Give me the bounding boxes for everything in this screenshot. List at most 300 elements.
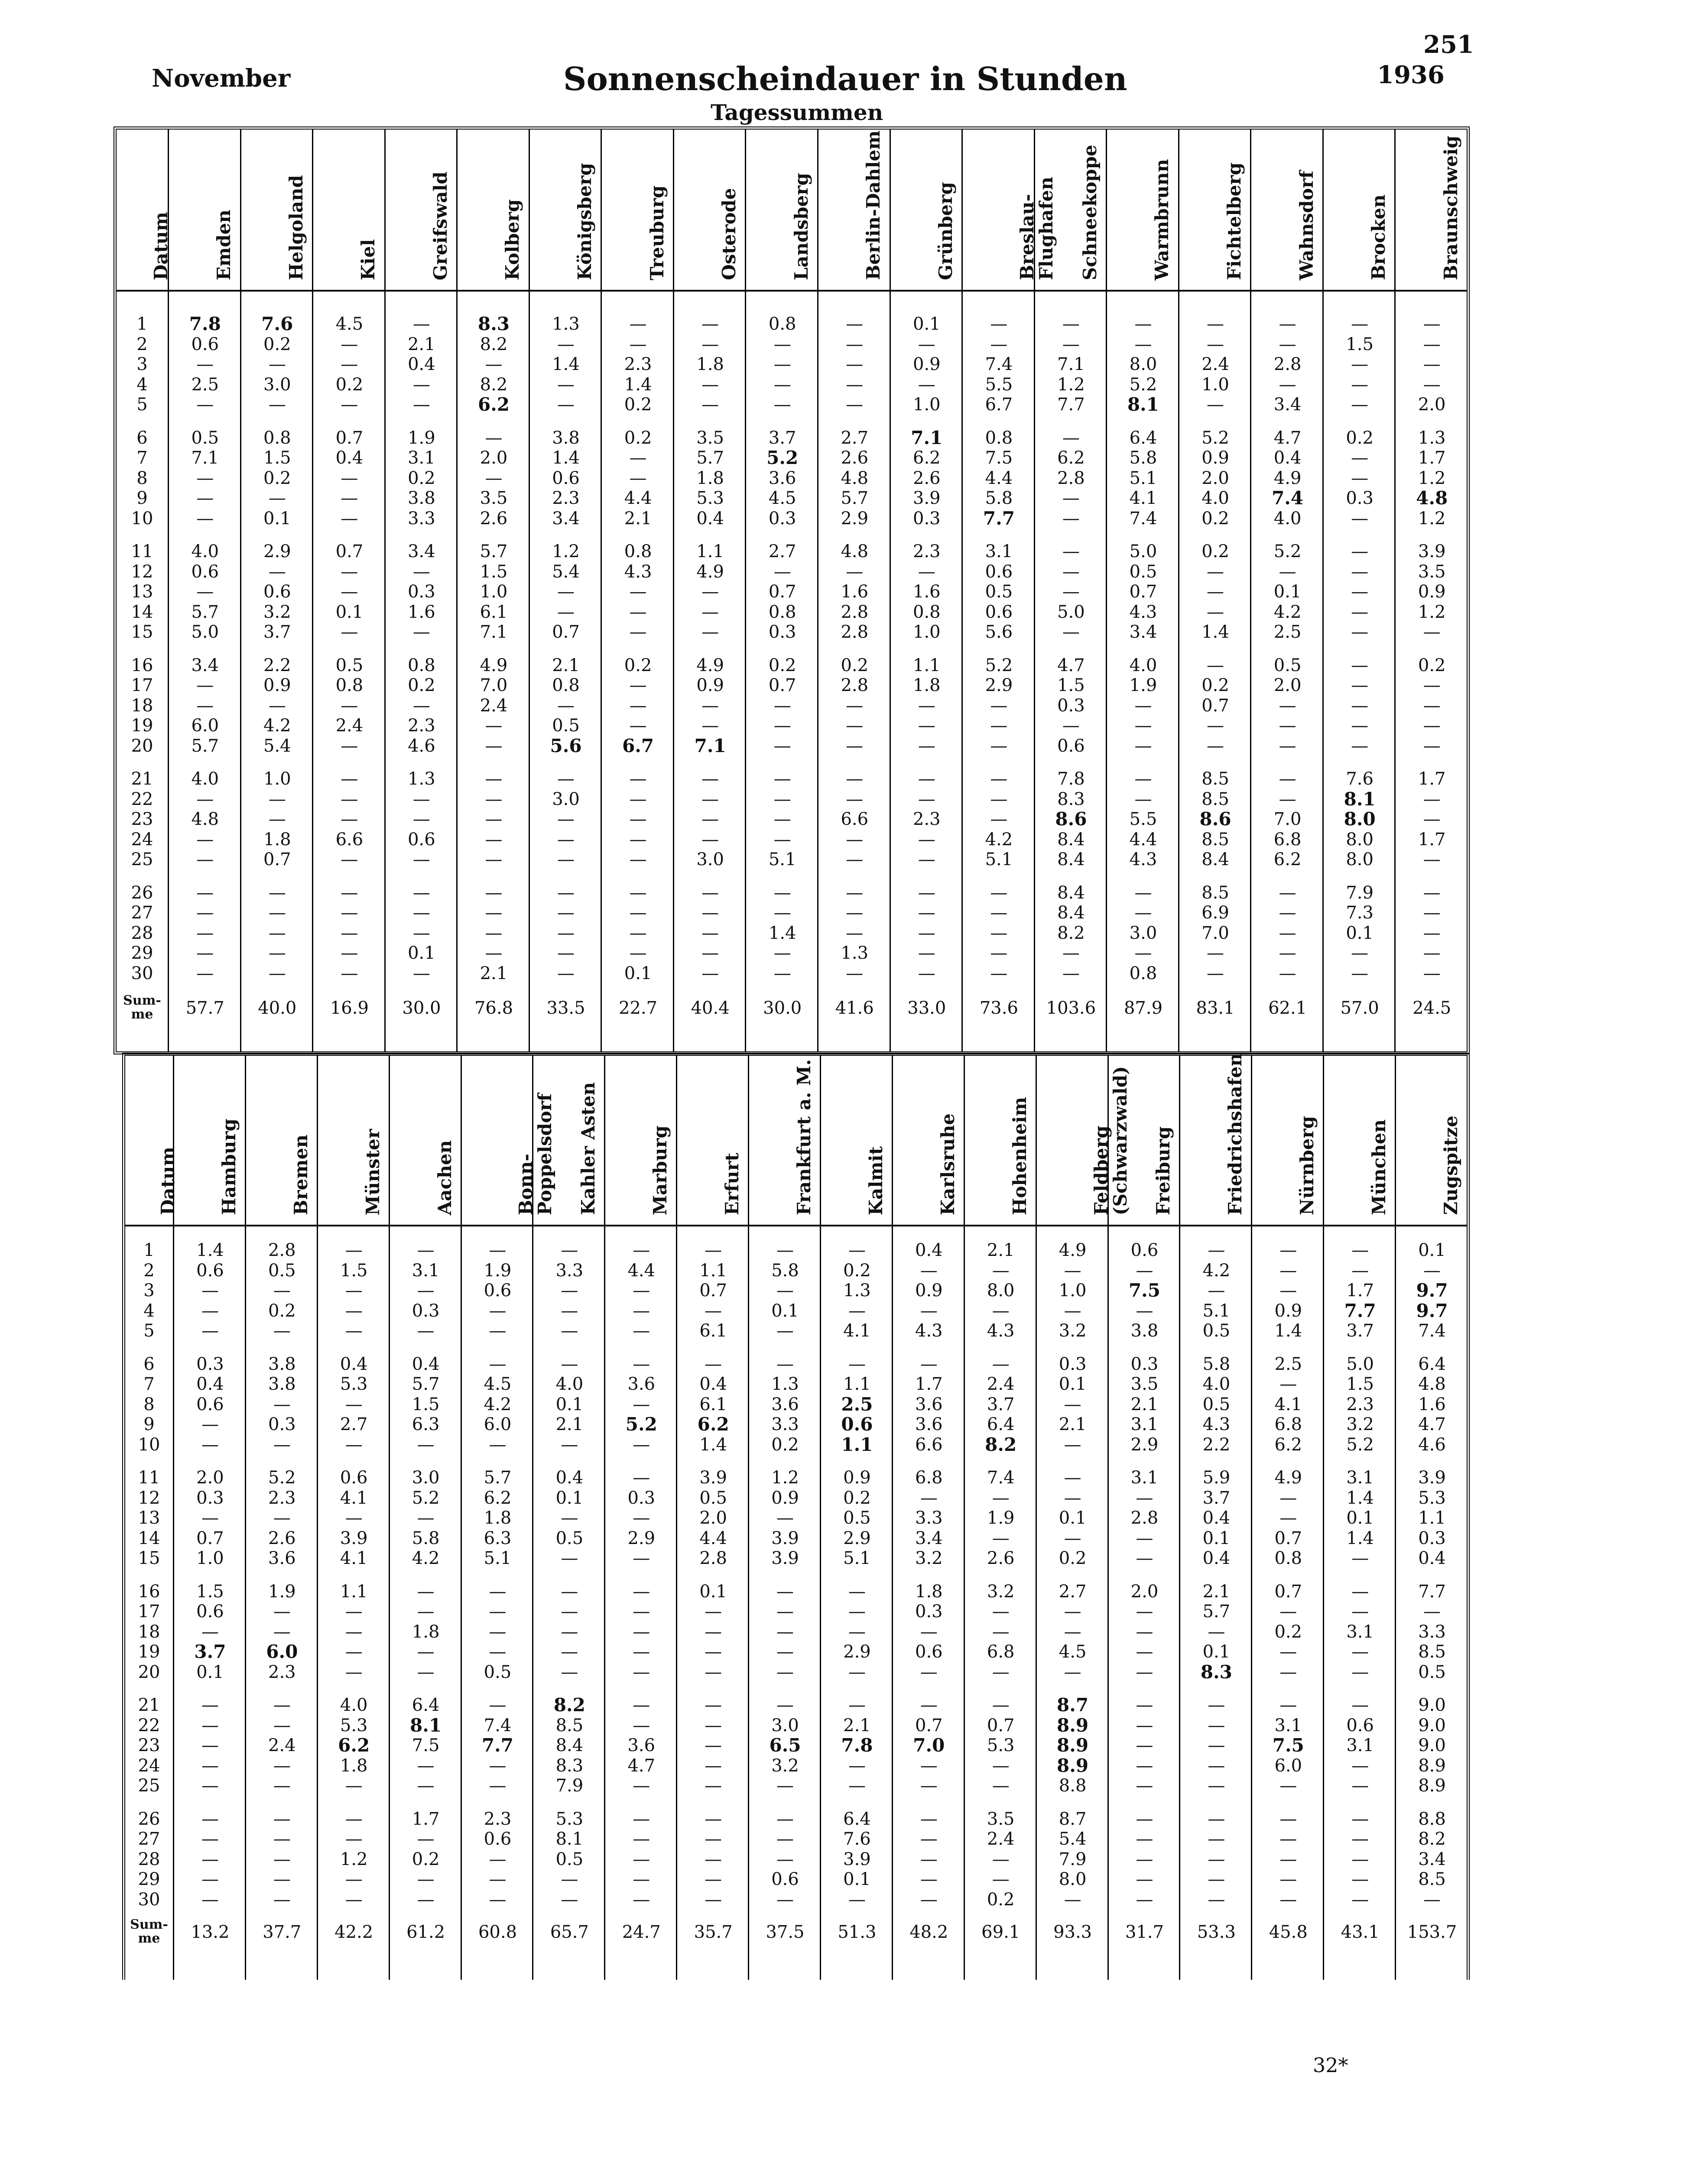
value-cell: —: [268, 395, 286, 415]
day-label: 18: [131, 695, 153, 716]
station-column: [529, 130, 602, 1051]
value-cell: —: [633, 1321, 650, 1341]
value-cell: —: [629, 602, 647, 622]
value-cell: —: [345, 1321, 363, 1341]
value-cell: 7.5: [985, 448, 1013, 468]
station-name: Wahnsdorf: [1296, 170, 1317, 280]
value-cell: —: [990, 695, 1008, 716]
day-label: 23: [131, 809, 153, 829]
value-cell: —: [990, 736, 1008, 756]
value-cell: 2.0: [699, 1508, 727, 1528]
value-cell: —: [773, 736, 791, 756]
value-cell: —: [485, 850, 503, 869]
value-cell: 0.2: [412, 1849, 440, 1869]
value-cell: 5.4: [552, 561, 580, 582]
value-cell: —: [1423, 675, 1441, 695]
value-cell: 0.5: [555, 1849, 584, 1869]
value-cell: 5.2: [1129, 374, 1157, 395]
day-label: 3: [136, 354, 148, 374]
value-cell: 1.7: [1418, 829, 1446, 850]
value-cell: 5.2: [985, 655, 1013, 675]
value-cell: 6.2: [913, 448, 941, 468]
value-cell: —: [846, 716, 864, 736]
station-column: [461, 1056, 556, 1980]
value-cell: 3.0: [263, 374, 291, 395]
value-cell: 5.2: [1201, 428, 1229, 448]
value-cell: 0.3: [1418, 1528, 1446, 1548]
value-cell: —: [848, 1622, 866, 1642]
sum-value: 37.5: [766, 1922, 805, 1942]
value-cell: 4.0: [191, 542, 219, 561]
value-cell: 4.1: [843, 1321, 871, 1341]
value-cell: —: [773, 809, 791, 829]
value-cell: 6.1: [699, 1321, 727, 1341]
value-cell: 3.0: [696, 850, 724, 869]
value-cell: —: [1136, 1776, 1153, 1796]
value-cell: —: [196, 488, 214, 508]
value-cell: —: [701, 314, 719, 334]
value-cell: —: [557, 850, 575, 869]
value-cell: 8.6: [1199, 808, 1231, 830]
value-cell: 5.7: [191, 736, 219, 756]
value-cell: 7.6: [261, 313, 293, 334]
value-cell: 2.8: [1130, 1508, 1159, 1528]
value-cell: 1.4: [1346, 1528, 1374, 1548]
value-cell: 4.4: [624, 488, 652, 508]
value-cell: —: [705, 1602, 722, 1622]
value-cell: 0.2: [1201, 675, 1229, 695]
value-cell: 6.0: [191, 716, 219, 736]
value-cell: —: [990, 334, 1008, 354]
value-cell: 6.2: [1273, 850, 1302, 869]
value-cell: 6.8: [1273, 829, 1302, 850]
day-label: 6: [136, 428, 148, 448]
value-cell: —: [918, 334, 935, 354]
value-cell: 2.9: [841, 508, 869, 529]
value-cell: 0.6: [263, 582, 291, 602]
station-name: Münster: [362, 1129, 383, 1215]
value-cell: —: [1062, 622, 1080, 642]
day-label: 22: [138, 1715, 160, 1735]
value-cell: 6.8: [915, 1468, 943, 1488]
value-cell: 4.5: [1059, 1642, 1087, 1662]
value-cell: 6.4: [843, 1809, 871, 1829]
page-subtitle: Tagessummen: [711, 100, 883, 125]
value-cell: —: [1208, 1755, 1225, 1776]
value-cell: 8.2: [480, 374, 508, 395]
value-cell: —: [846, 736, 864, 756]
value-cell: —: [341, 488, 358, 508]
value-cell: —: [1351, 582, 1369, 602]
value-cell: —: [273, 1622, 291, 1642]
value-cell: 0.2: [263, 468, 291, 488]
value-cell: 5.5: [1129, 809, 1157, 829]
value-cell: 1.4: [1201, 622, 1229, 642]
value-cell: —: [1134, 736, 1152, 756]
value-cell: 2.4: [987, 1829, 1015, 1849]
value-cell: —: [1134, 882, 1152, 903]
day-label: 15: [138, 1548, 160, 1568]
value-cell: —: [848, 1755, 866, 1776]
value-cell: —: [196, 468, 214, 488]
value-cell: —: [1207, 716, 1224, 736]
day-label: 8: [143, 1394, 155, 1414]
value-cell: —: [1423, 1602, 1441, 1622]
value-cell: —: [633, 1869, 650, 1889]
day-label: 13: [131, 582, 153, 602]
value-cell: 1.8: [263, 829, 291, 850]
value-cell: —: [1207, 943, 1224, 963]
value-cell: 4.4: [699, 1528, 727, 1548]
value-cell: —: [846, 354, 864, 374]
value-cell: —: [629, 314, 647, 334]
value-cell: —: [1279, 1849, 1297, 1869]
value-cell: 2.8: [841, 602, 869, 622]
value-cell: —: [701, 716, 719, 736]
value-cell: —: [1351, 675, 1369, 695]
value-cell: —: [345, 1642, 363, 1662]
value-cell: —: [1064, 1468, 1081, 1488]
value-cell: 1.5: [196, 1581, 224, 1602]
value-cell: 0.1: [555, 1394, 584, 1414]
value-cell: —: [773, 334, 791, 354]
value-cell: 4.1: [1274, 1394, 1302, 1414]
value-cell: —: [489, 1755, 507, 1776]
value-cell: 8.1: [1344, 788, 1376, 810]
value-cell: —: [776, 1622, 794, 1642]
value-cell: 0.4: [915, 1240, 943, 1260]
sum-value: 33.5: [546, 998, 585, 1018]
value-cell: —: [633, 1695, 650, 1715]
value-cell: 8.4: [555, 1735, 584, 1755]
station-column: [964, 1056, 1037, 1980]
value-cell: —: [341, 334, 358, 354]
value-cell: —: [846, 850, 864, 869]
value-cell: 7.0: [1273, 809, 1302, 829]
value-cell: —: [412, 374, 430, 395]
sum-value: 51.3: [838, 1922, 877, 1942]
value-cell: —: [1064, 1602, 1081, 1622]
value-cell: —: [1351, 602, 1369, 622]
value-cell: —: [561, 1240, 578, 1260]
value-cell: —: [1208, 1695, 1225, 1715]
value-cell: 2.0: [1201, 468, 1229, 488]
value-cell: —: [918, 882, 935, 903]
sum-value: 103.6: [1046, 998, 1096, 1018]
value-cell: —: [1423, 374, 1441, 395]
station-name: Breslau- Flughafen: [1016, 177, 1057, 280]
value-cell: 7.7: [983, 507, 1015, 529]
value-cell: 7.0: [1201, 923, 1229, 943]
station-column: [817, 130, 891, 1051]
value-cell: 0.3: [1130, 1354, 1159, 1374]
value-cell: —: [273, 1776, 291, 1796]
value-cell: 5.1: [1129, 468, 1157, 488]
value-cell: 7.9: [1346, 882, 1374, 903]
value-cell: —: [417, 1755, 435, 1776]
value-cell: 0.1: [699, 1581, 727, 1602]
value-cell: —: [633, 1849, 650, 1869]
value-cell: —: [196, 789, 214, 809]
value-cell: —: [1136, 1602, 1153, 1622]
value-cell: —: [629, 695, 647, 716]
value-cell: 4.1: [340, 1548, 368, 1568]
value-cell: —: [1351, 1869, 1369, 1889]
value-cell: —: [417, 1662, 435, 1682]
value-cell: —: [561, 1301, 578, 1321]
value-cell: 1.4: [624, 374, 652, 395]
station-name: Kahler Asten: [578, 1082, 599, 1215]
value-cell: 4.8: [191, 809, 219, 829]
day-label: 26: [138, 1809, 160, 1829]
value-cell: 8.8: [1418, 1809, 1446, 1829]
value-cell: 4.3: [915, 1321, 943, 1341]
value-cell: —: [412, 395, 430, 415]
value-cell: 3.0: [771, 1715, 799, 1735]
value-cell: —: [341, 882, 358, 903]
value-cell: —: [196, 923, 214, 943]
value-cell: —: [1207, 602, 1224, 622]
value-cell: 1.8: [412, 1622, 440, 1642]
sum-value: 24.5: [1413, 998, 1451, 1018]
value-cell: 0.6: [552, 468, 580, 488]
day-label: 2: [136, 334, 148, 354]
value-cell: 6.5: [769, 1735, 801, 1756]
value-cell: —: [846, 314, 864, 334]
value-cell: 0.7: [552, 622, 580, 642]
value-cell: —: [345, 1240, 363, 1260]
value-cell: 1.8: [915, 1581, 943, 1602]
value-cell: 0.2: [408, 468, 435, 488]
value-cell: —: [201, 1776, 219, 1796]
value-cell: —: [1423, 736, 1441, 756]
value-cell: 3.2: [915, 1548, 943, 1568]
value-cell: —: [341, 508, 358, 529]
value-cell: —: [1279, 943, 1296, 963]
sum-value: 57.0: [1340, 998, 1379, 1018]
value-cell: 8.5: [1201, 882, 1229, 903]
value-cell: 0.5: [555, 1528, 584, 1548]
value-cell: 5.4: [1059, 1829, 1087, 1849]
sum-value: 40.0: [258, 998, 297, 1018]
value-cell: 3.0: [412, 1468, 440, 1488]
day-label: 12: [138, 1488, 160, 1508]
value-cell: 6.2: [1274, 1434, 1302, 1455]
value-cell: —: [773, 789, 791, 809]
value-cell: —: [1136, 1528, 1153, 1548]
sum-value: 40.4: [691, 998, 730, 1018]
value-cell: 0.9: [1418, 582, 1446, 602]
value-cell: 2.6: [987, 1548, 1015, 1568]
value-cell: 2.0: [196, 1468, 224, 1488]
value-cell: 0.9: [843, 1468, 871, 1488]
value-cell: 0.1: [913, 314, 941, 334]
value-cell: —: [196, 943, 214, 963]
value-cell: 4.9: [1059, 1240, 1087, 1260]
value-cell: —: [345, 1809, 363, 1829]
value-cell: 0.8: [624, 542, 652, 561]
value-cell: 5.7: [191, 602, 219, 622]
value-cell: 2.8: [841, 622, 869, 642]
value-cell: 4.7: [627, 1755, 656, 1776]
value-cell: 5.6: [550, 735, 582, 756]
value-cell: 4.3: [624, 561, 652, 582]
value-cell: 3.1: [1274, 1715, 1302, 1735]
value-cell: 2.3: [268, 1488, 296, 1508]
value-cell: 1.3: [408, 769, 435, 789]
value-cell: —: [268, 923, 286, 943]
value-cell: —: [196, 508, 214, 529]
value-cell: 1.2: [771, 1468, 799, 1488]
value-cell: —: [1134, 695, 1152, 716]
value-cell: —: [417, 1240, 435, 1260]
value-cell: —: [990, 314, 1008, 334]
value-cell: 0.5: [1202, 1321, 1231, 1341]
value-cell: 0.4: [412, 1354, 440, 1374]
station-column: [168, 130, 241, 1051]
value-cell: —: [633, 1581, 650, 1602]
value-cell: 1.6: [1418, 1394, 1446, 1414]
value-cell: —: [1279, 716, 1296, 736]
value-cell: 0.7: [335, 542, 364, 561]
value-cell: —: [345, 1301, 363, 1321]
value-cell: —: [417, 1642, 435, 1662]
value-cell: 5.1: [985, 850, 1013, 869]
value-cell: 6.8: [1274, 1414, 1302, 1434]
value-cell: —: [489, 1889, 507, 1910]
value-cell: —: [848, 1581, 866, 1602]
value-cell: —: [1134, 716, 1152, 736]
value-cell: —: [1136, 1849, 1153, 1869]
year-label: 1936: [1377, 61, 1445, 89]
value-cell: —: [1423, 943, 1441, 963]
value-cell: 6.4: [1418, 1354, 1446, 1374]
value-cell: —: [268, 561, 286, 582]
value-cell: 8.0: [987, 1281, 1015, 1301]
value-cell: —: [629, 850, 647, 869]
station-column: [748, 1056, 821, 1980]
day-label: 6: [143, 1354, 155, 1374]
value-cell: 3.4: [915, 1528, 943, 1548]
value-cell: —: [992, 1260, 1010, 1281]
value-cell: —: [1423, 789, 1441, 809]
value-cell: 7.1: [911, 427, 943, 448]
value-cell: —: [557, 923, 575, 943]
value-cell: 1.5: [263, 448, 291, 468]
value-cell: —: [1207, 963, 1224, 983]
value-cell: 2.3: [408, 716, 435, 736]
value-cell: —: [776, 1829, 794, 1849]
value-cell: —: [1208, 1622, 1225, 1642]
value-cell: —: [485, 769, 503, 789]
day-label: 27: [131, 903, 153, 923]
value-cell: 2.3: [484, 1809, 512, 1829]
station-column: [317, 1056, 390, 1980]
day-label: 1: [143, 1240, 155, 1260]
value-cell: —: [992, 1662, 1010, 1682]
day-label: 11: [138, 1468, 160, 1488]
value-cell: —: [776, 1508, 794, 1528]
value-cell: 1.3: [1418, 428, 1446, 448]
value-cell: —: [557, 695, 575, 716]
day-label: 5: [143, 1321, 155, 1341]
value-cell: —: [701, 602, 719, 622]
value-cell: 9.7: [1416, 1300, 1448, 1321]
value-cell: —: [345, 1869, 363, 1889]
value-cell: 0.6: [1346, 1715, 1374, 1735]
value-cell: 7.5: [1128, 1280, 1161, 1301]
value-cell: 3.2: [1059, 1321, 1087, 1341]
station-name: Grünberg: [935, 182, 956, 280]
value-cell: 0.5: [1418, 1662, 1446, 1682]
value-cell: 2.7: [768, 542, 796, 561]
value-cell: —: [776, 1776, 794, 1796]
value-cell: —: [412, 561, 430, 582]
station-name: Helgoland: [285, 175, 307, 280]
value-cell: 0.7: [1201, 695, 1229, 716]
value-cell: 1.9: [408, 428, 435, 448]
value-cell: —: [776, 1240, 794, 1260]
value-cell: —: [776, 1662, 794, 1682]
page-title: Sonnenscheindauer in Stunden: [563, 61, 1127, 98]
value-cell: 5.7: [1202, 1602, 1231, 1622]
sum-value: 57.7: [185, 998, 224, 1018]
value-cell: —: [417, 1829, 435, 1849]
value-cell: 7.1: [1057, 354, 1085, 374]
value-cell: —: [1134, 334, 1152, 354]
value-cell: 8.5: [1418, 1642, 1446, 1662]
value-cell: —: [776, 1354, 794, 1374]
value-cell: 7.8: [189, 313, 221, 334]
value-cell: —: [268, 354, 286, 374]
value-cell: —: [992, 1622, 1010, 1642]
value-cell: —: [773, 769, 791, 789]
value-cell: 5.3: [987, 1735, 1015, 1755]
value-cell: —: [412, 695, 430, 716]
station-name: München: [1368, 1119, 1390, 1215]
day-label: 20: [138, 1662, 160, 1682]
value-cell: 3.3: [555, 1260, 584, 1281]
value-cell: —: [629, 716, 647, 736]
value-cell: 0.6: [484, 1829, 512, 1849]
value-cell: —: [705, 1622, 722, 1642]
value-cell: —: [201, 1281, 219, 1301]
value-cell: —: [557, 769, 575, 789]
value-cell: 3.7: [263, 622, 291, 642]
value-cell: —: [701, 374, 719, 395]
value-cell: —: [557, 374, 575, 395]
value-cell: —: [273, 1889, 291, 1910]
value-cell: —: [629, 468, 647, 488]
value-cell: 3.6: [627, 1374, 656, 1394]
value-cell: —: [561, 1581, 578, 1602]
value-cell: 1.0: [1201, 374, 1229, 395]
value-cell: 1.6: [408, 602, 435, 622]
value-cell: 0.3: [268, 1414, 296, 1434]
value-cell: —: [846, 374, 864, 395]
value-cell: —: [561, 1354, 578, 1374]
value-cell: —: [776, 1321, 794, 1341]
value-cell: 1.5: [340, 1260, 368, 1281]
value-cell: —: [1351, 448, 1369, 468]
day-label: 11: [131, 542, 153, 561]
value-cell: 7.5: [1272, 1735, 1304, 1756]
value-cell: 0.2: [1418, 655, 1446, 675]
value-cell: 0.8: [1274, 1548, 1302, 1568]
value-cell: —: [341, 943, 358, 963]
value-cell: 3.2: [987, 1581, 1015, 1602]
sum-value: 31.7: [1125, 1922, 1164, 1942]
